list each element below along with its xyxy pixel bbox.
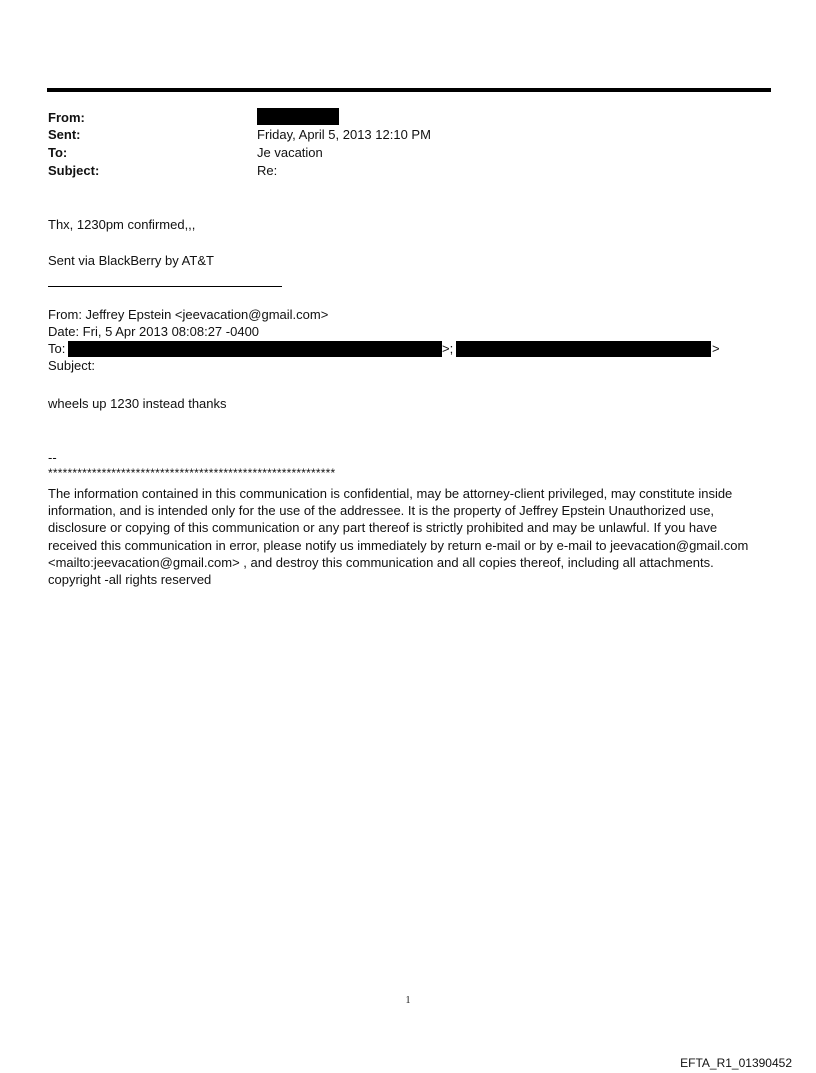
redaction-box bbox=[257, 108, 339, 125]
signature-line: Sent via BlackBerry by AT&T bbox=[48, 253, 214, 268]
recipient-separator: > bbox=[712, 341, 720, 356]
header-rule bbox=[47, 88, 771, 92]
asterisk-divider: *********************************************************** bbox=[48, 466, 336, 480]
reply-text: Thx, 1230pm confirmed,,, bbox=[48, 217, 196, 232]
confidentiality-disclaimer: The information contained in this communication is confidential, may be attorney-client privileged, may constitute inside information, and is intended only for the use of the addressee. It is the property of Jeffrey Epstein Unauthorized use, disclosure or copying of this communication or any part thereof is strictly prohibited and may be unlawful. If you have received this communication in error, please notify us immediately by return e-mail or by e-mail to jeevacation@gmail.com <mailto:jeevacation@gmail.com> , and destroy this communication and all copies thereof, including all attachments. copyright -all rights reserved bbox=[48, 486, 749, 588]
signature-dashes: -- bbox=[48, 450, 57, 465]
quoted-from-line: From: Jeffrey Epstein <jeevacation@gmail.com> bbox=[48, 307, 329, 322]
from-value bbox=[257, 110, 339, 126]
redaction-box bbox=[214, 341, 442, 357]
quoted-message: wheels up 1230 instead thanks bbox=[48, 396, 227, 411]
quoted-date-line: Date: Fri, 5 Apr 2013 08:08:27 -0400 bbox=[48, 324, 260, 339]
quote-separator-rule bbox=[48, 286, 282, 287]
subject-label: Subject: bbox=[48, 163, 100, 178]
bates-number: EFTA_R1_01390452 bbox=[680, 1056, 792, 1070]
quoted-to-line bbox=[48, 341, 728, 358]
sent-label: Sent: bbox=[48, 127, 81, 142]
quoted-to-prefix: To: bbox=[48, 341, 66, 356]
from-label: From: bbox=[48, 110, 85, 125]
sent-value: Friday, April 5, 2013 12:10 PM bbox=[257, 127, 431, 142]
page-number: 1 bbox=[405, 995, 411, 1006]
subject-value: Re: bbox=[257, 163, 278, 178]
to-value: Je vacation bbox=[257, 145, 323, 160]
recipient-separator: >; bbox=[442, 341, 454, 356]
redaction-box bbox=[456, 341, 711, 357]
quoted-subject-line: Subject: bbox=[48, 358, 95, 373]
to-label: To: bbox=[48, 145, 68, 160]
